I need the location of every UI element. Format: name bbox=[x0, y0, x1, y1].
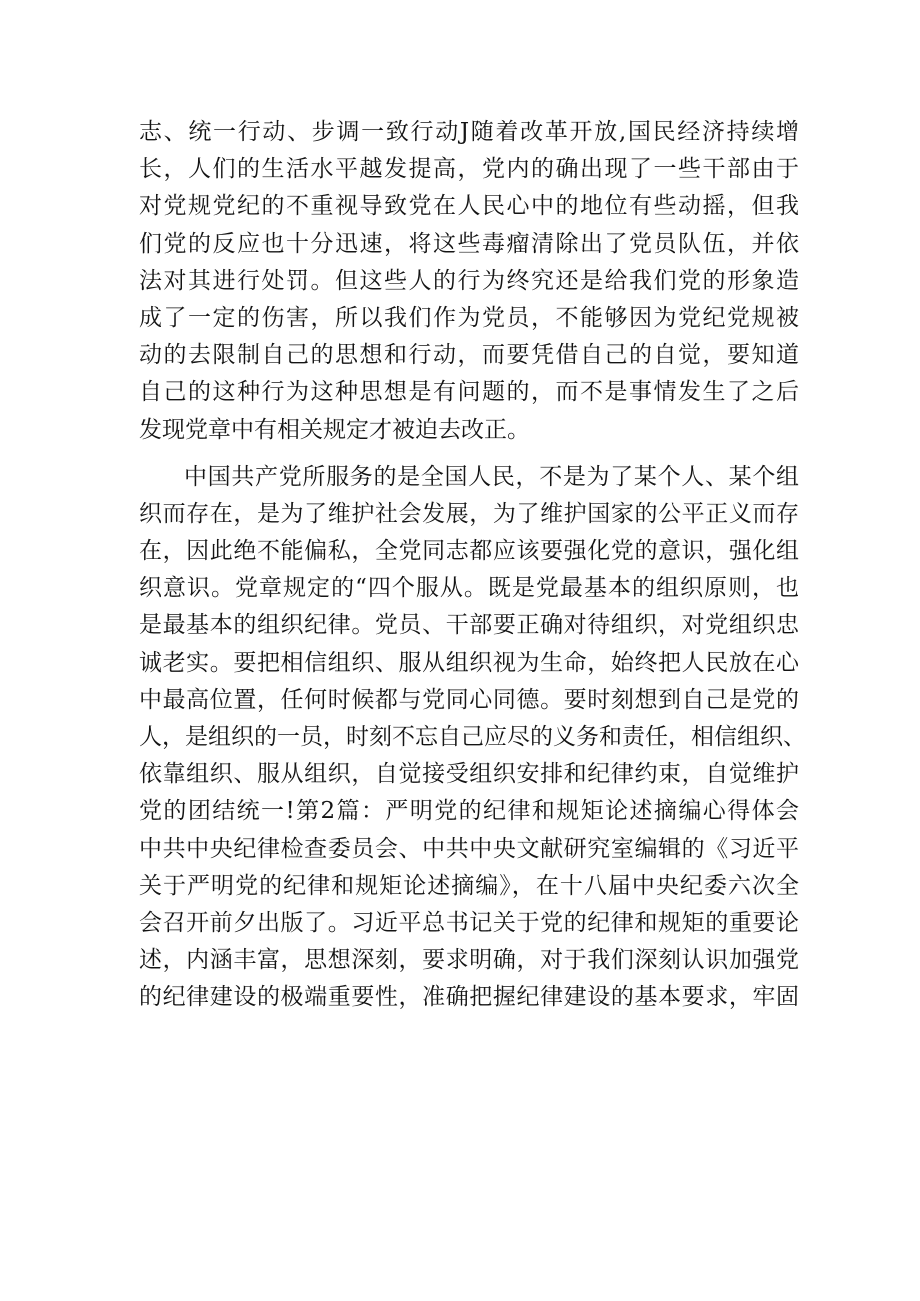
body-text bbox=[139, 114, 806, 1017]
text-line: 述，内涵丰富，思想深刻，要求明确，对于我们深刻认识加强党 bbox=[139, 947, 799, 974]
text-line: 中共中央纪律检查委员会、中共中央文献研究室编辑的《习近平 bbox=[139, 835, 799, 862]
text-line: 会召开前夕出版了。习近平总书记关于党的纪律和规矩的重要论 bbox=[139, 909, 799, 936]
text-line: 织意识。党章规定的“四个服从。既是党最基本的组织原则，也 bbox=[139, 575, 799, 602]
text-line: 长，人们的生活水平越发提高，党内的确出现了一些干部由于 bbox=[139, 156, 799, 183]
text-line: 的纪律建设的极端重要性，准确把握纪律建设的基本要求，牢固 bbox=[139, 984, 799, 1011]
text-line: 诚老实。要把相信组织、服从组织视为生命，始终把人民放在心 bbox=[139, 649, 799, 676]
paragraph bbox=[139, 459, 806, 1017]
text-line: 动的去限制自己的思想和行动，而要凭借自己的自觉，要知道 bbox=[139, 342, 799, 369]
text-line: 发现党章中有相关规定才被迫去改正。 bbox=[139, 416, 530, 443]
paragraph bbox=[139, 114, 799, 449]
text-line: 党的团结统一!第2篇：严明党的纪律和规矩论述摘编心得体会 bbox=[139, 798, 799, 825]
text-line: 志、统一行动、步调一致行动J随着改革开放,国民经济持续增 bbox=[139, 119, 799, 145]
text-line: 中最高位置，任何时候都与党同心同德。要时刻想到自己是党的 bbox=[139, 686, 799, 713]
text-line: 成了一定的伤害，所以我们作为党员，不能够因为党纪党规被 bbox=[139, 304, 799, 331]
text-line: 对党规党纪的不重视导致党在人民心中的地位有些动摇，但我 bbox=[139, 193, 799, 220]
text-line: 依靠组织、服从组织，自觉接受组织安排和纪律约束，自觉维护 bbox=[139, 761, 799, 788]
text-line: 在，因此绝不能偏私，全党同志都应该要强化党的意识，强化组 bbox=[139, 538, 799, 565]
paragraph-gap bbox=[139, 449, 799, 459]
text-line: 自己的这种行为这种思想是有问题的，而不是事情发生了之后 bbox=[139, 379, 799, 406]
text-line: 们党的反应也十分迅速，将这些毒瘤清除出了党员队伍，并依 bbox=[139, 230, 799, 257]
text-line: 中国共产党所服务的是全国人民，不是为了某个人、某个组 bbox=[184, 463, 799, 490]
text-line: 是最基本的组织纪律。党员、干部要正确对待组织，对党组织忠 bbox=[139, 612, 799, 639]
text-line: 关于严明党的纪律和规矩论述摘编》，在十八届中央纪委六次全 bbox=[139, 872, 799, 899]
text-line: 人，是组织的一员，时刻不忘自己应尽的义务和责任，相信组织、 bbox=[139, 724, 806, 750]
text-line: 织而存在，是为了维护社会发展，为了维护国家的公平正义而存 bbox=[139, 500, 799, 527]
text-line: 法对其进行处罚。但这些人的行为终究还是给我们党的形象造 bbox=[139, 267, 799, 294]
